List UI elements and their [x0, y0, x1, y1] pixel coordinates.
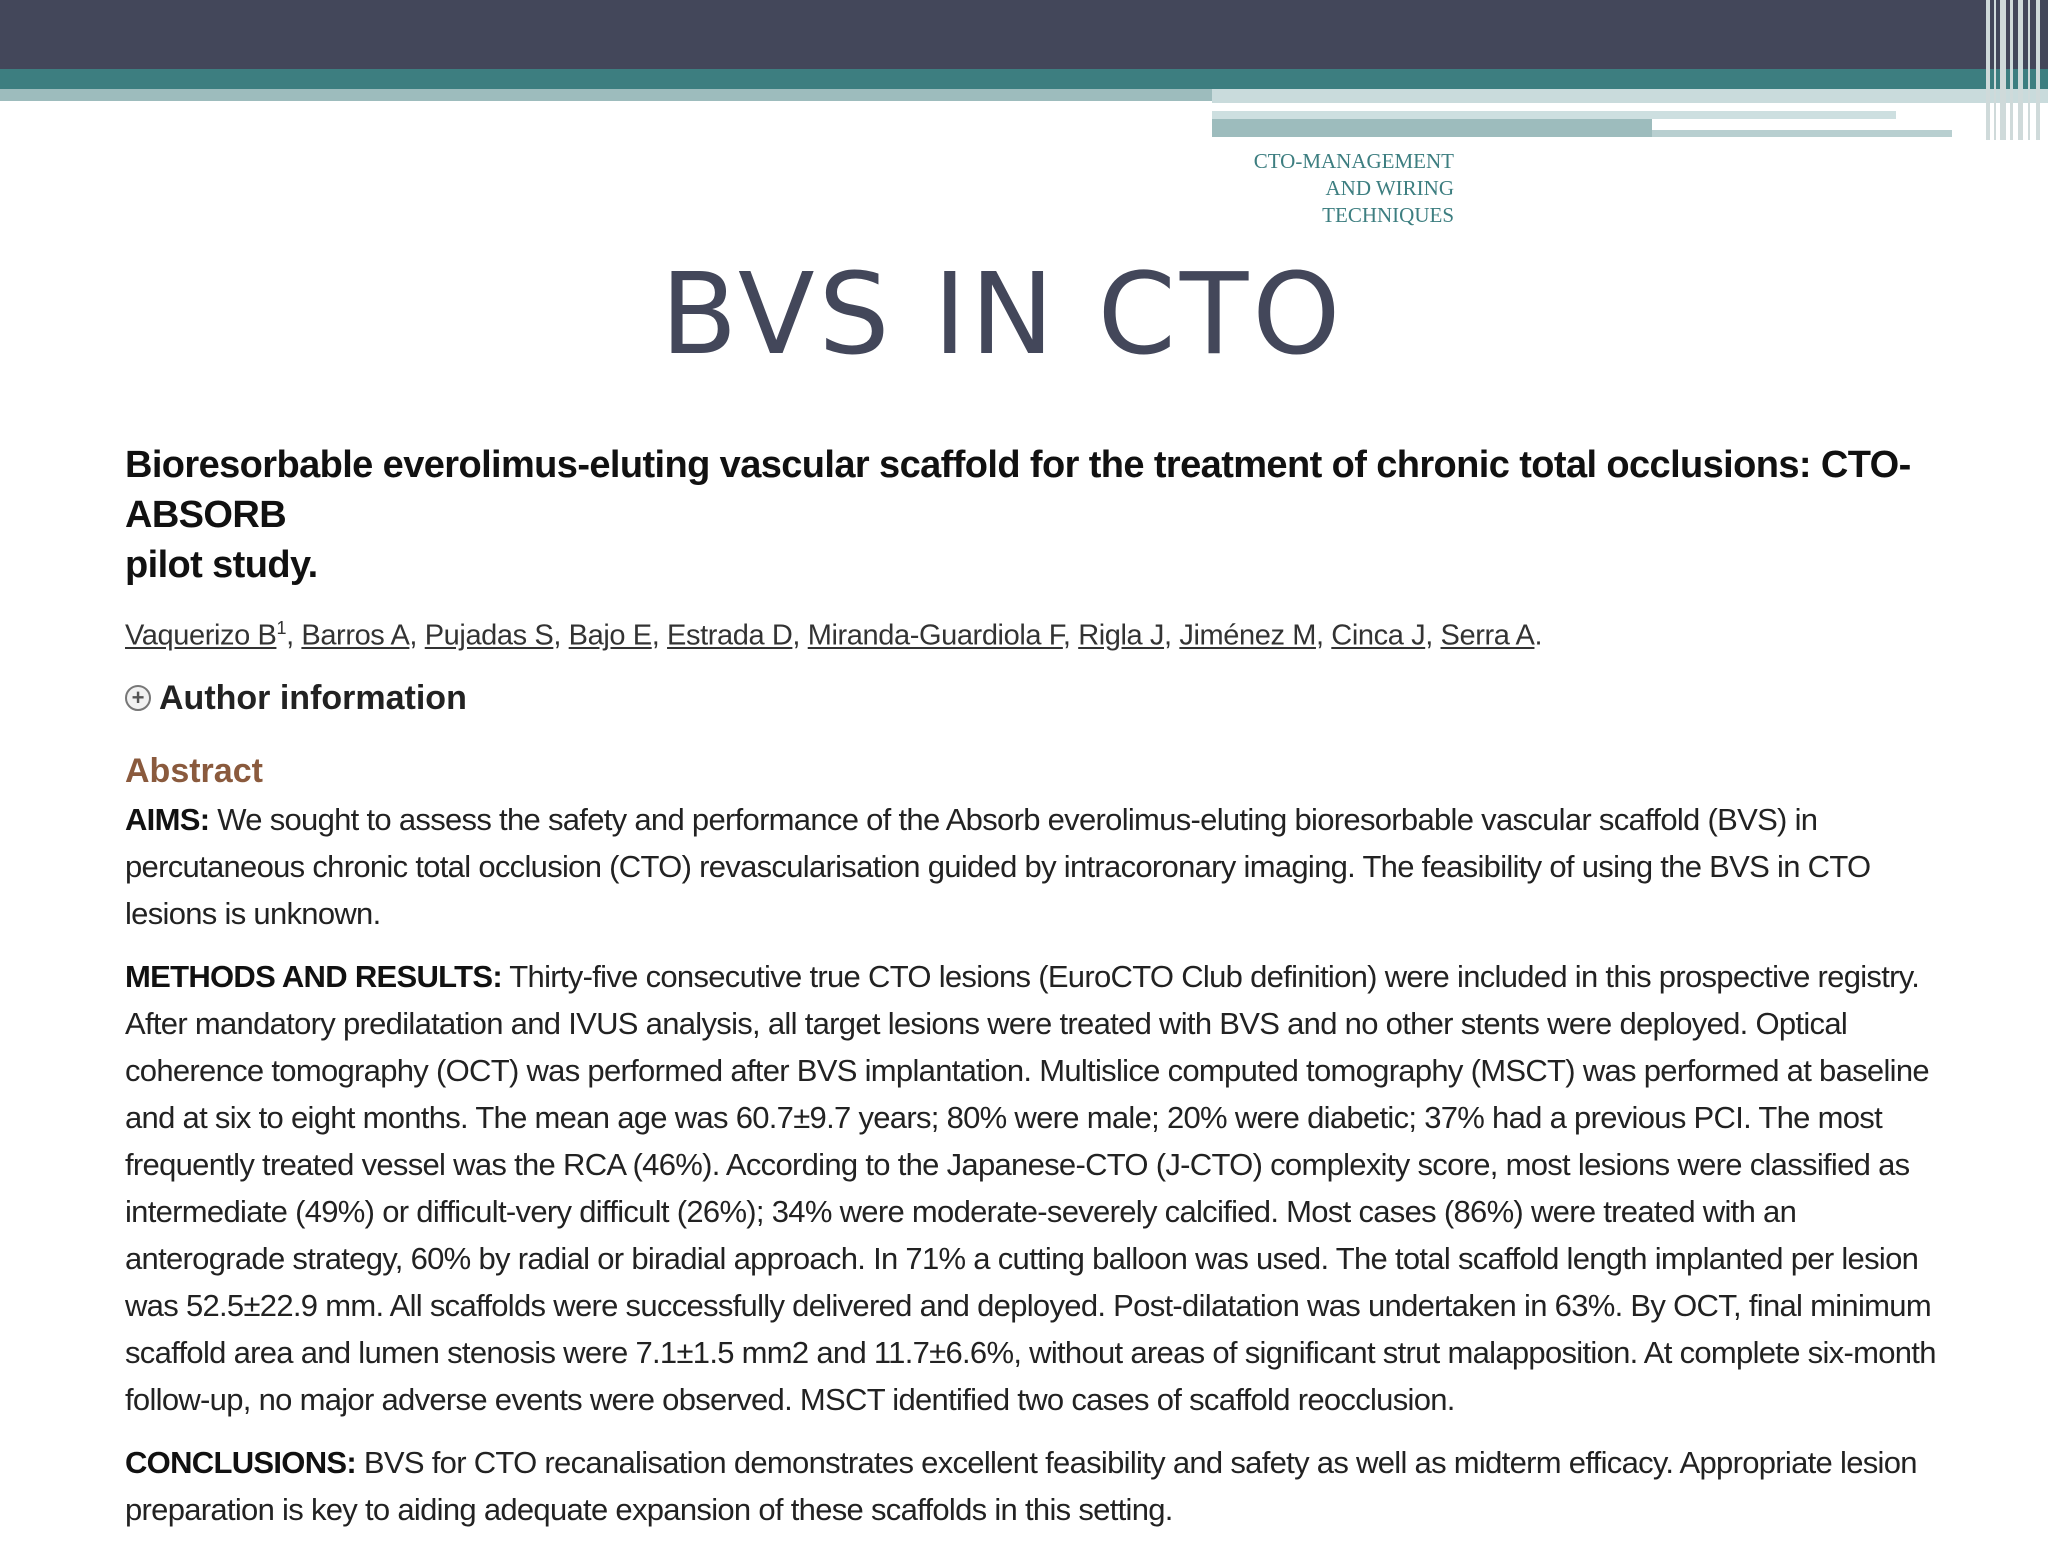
abstract-conclusions [125, 1439, 1945, 1533]
abstract-methods-results [125, 953, 1945, 1423]
author-link[interactable]: Bajo E [568, 619, 652, 652]
section-text: Thirty-five consecutive true CTO lesions (EuroCTO Club definition) were included in this prospective registry. After mandatory predilatation and IVUS analysis, all target lesions were treated with BVS and no other stents were deployed. Optical coherence tomography (OCT) was performed after BVS implantation. Multislice computed tomography (MSCT) was performed at baseline and at six to eight months. The mean age was 60.7±9.7 years; 80% were male; 20% were diabetic; 37% had a previous PCI. The most frequently treated vessel was the RCA (46%). According to the Japanese-CTO (J-CTO) complexity score, most lesions were classified as intermediate (49%) or difficult-very difficult (26%); 34% were moderate-severely calcified. Most cases (86%) were treated with an anterograde strategy, 60% by radial or biradial approach. In 71% a cutting balloon was used. The total scaffold length implanted per lesion was 52.5±22.9 mm. All scaffolds were successfully delivered and deployed. Post-dilatation was undertaken in 63%. By OCT, final minimum scaffold area and lumen stenosis were 7.1±1.5 mm2 and 11.7±6.6%, without areas of significant strut malapposition. At complete six-month follow-up, no major adverse events were observed. MSCT identified two cases of scaffold reocclusion. [125, 958, 1936, 1417]
author-link[interactable]: Rigla J [1078, 619, 1165, 652]
author-link[interactable]: Barros A [301, 619, 410, 652]
header-light-bar [0, 89, 1212, 101]
section-text: BVS for CTO recanalisation demonstrates excellent feasibility and safety as well as midterm efficacy. Appropriate lesion preparation is key to aiding adequate expansion of these scaffolds in this setting. [125, 1444, 1917, 1527]
paper-title-line: Bioresorbable everolimus-eluting vascular scaffold for the treatment of chronic total occlusions: CTO-ABSORB [125, 444, 1911, 536]
decorative-stripe [2018, 0, 2023, 140]
author-link[interactable]: Jiménez M [1179, 619, 1316, 652]
paper-title [125, 440, 1945, 590]
header-accent-bar-thin [1212, 111, 1896, 119]
header-accent-gap [1212, 103, 2048, 111]
article-excerpt [125, 440, 1945, 1549]
paper-title-line: pilot study. [125, 544, 318, 586]
decorative-stripe [2010, 0, 2013, 140]
author-link[interactable]: Vaquerizo B [125, 619, 277, 652]
plus-icon[interactable]: + [125, 685, 151, 711]
decorative-stripe [2028, 0, 2030, 140]
author-link[interactable]: Serra A [1440, 619, 1535, 652]
author-link[interactable]: Pujadas S [424, 619, 554, 652]
author-info-label: Author information [159, 678, 467, 717]
author-link[interactable]: Cinca J [1331, 619, 1426, 652]
header-accent-bar-end [1652, 130, 1952, 137]
section-label-line: AND WIRING [1325, 176, 1454, 200]
section-label-line: TECHNIQUES [1322, 203, 1454, 227]
header-teal-bar [0, 69, 2048, 89]
decorative-stripe [1986, 0, 1990, 140]
slide-title: BVS IN CTO [660, 250, 1345, 380]
author-info-toggle[interactable] [125, 676, 1945, 720]
section-text: We sought to assess the safety and performance of the Absorb everolimus-eluting bioresorbable vascular scaffold (BVS) in percutaneous chronic total occlusion (CTO) revascularisation guided by intracoronary imaging. The feasibility of using the BVS in CTO lesions is unknown. [125, 801, 1871, 931]
author-link[interactable]: Miranda-Guardiola F [807, 619, 1063, 652]
abstract-aims [125, 796, 1945, 937]
abstract-heading: Abstract [125, 751, 263, 790]
author-list: Vaquerizo $B^1$, Barros A, Pujadas S, Bajo E, Estrada D, Miranda-Guardiola F, Rigla J, Jiménez M, Cinca J, Serra A. [125, 618, 1543, 652]
decorative-stripe [1994, 0, 1996, 140]
author-link[interactable]: Estrada D [667, 619, 793, 652]
decorative-stripe [2036, 0, 2040, 140]
header-accent-bar [1212, 89, 2048, 103]
header-accent-bar-lower [1212, 119, 1652, 137]
section-label-aims: AIMS: [125, 801, 210, 837]
decorative-stripe [2000, 0, 2006, 140]
section-label-methods: METHODS AND RESULTS: [125, 958, 502, 994]
section-label-line: CTO-MANAGEMENT [1253, 149, 1454, 173]
section-label [1180, 148, 1454, 229]
author-affiliation-sup: 1 [276, 618, 287, 638]
section-label-conclusions: CONCLUSIONS: [125, 1444, 356, 1480]
header-dark-bar [0, 0, 2048, 69]
